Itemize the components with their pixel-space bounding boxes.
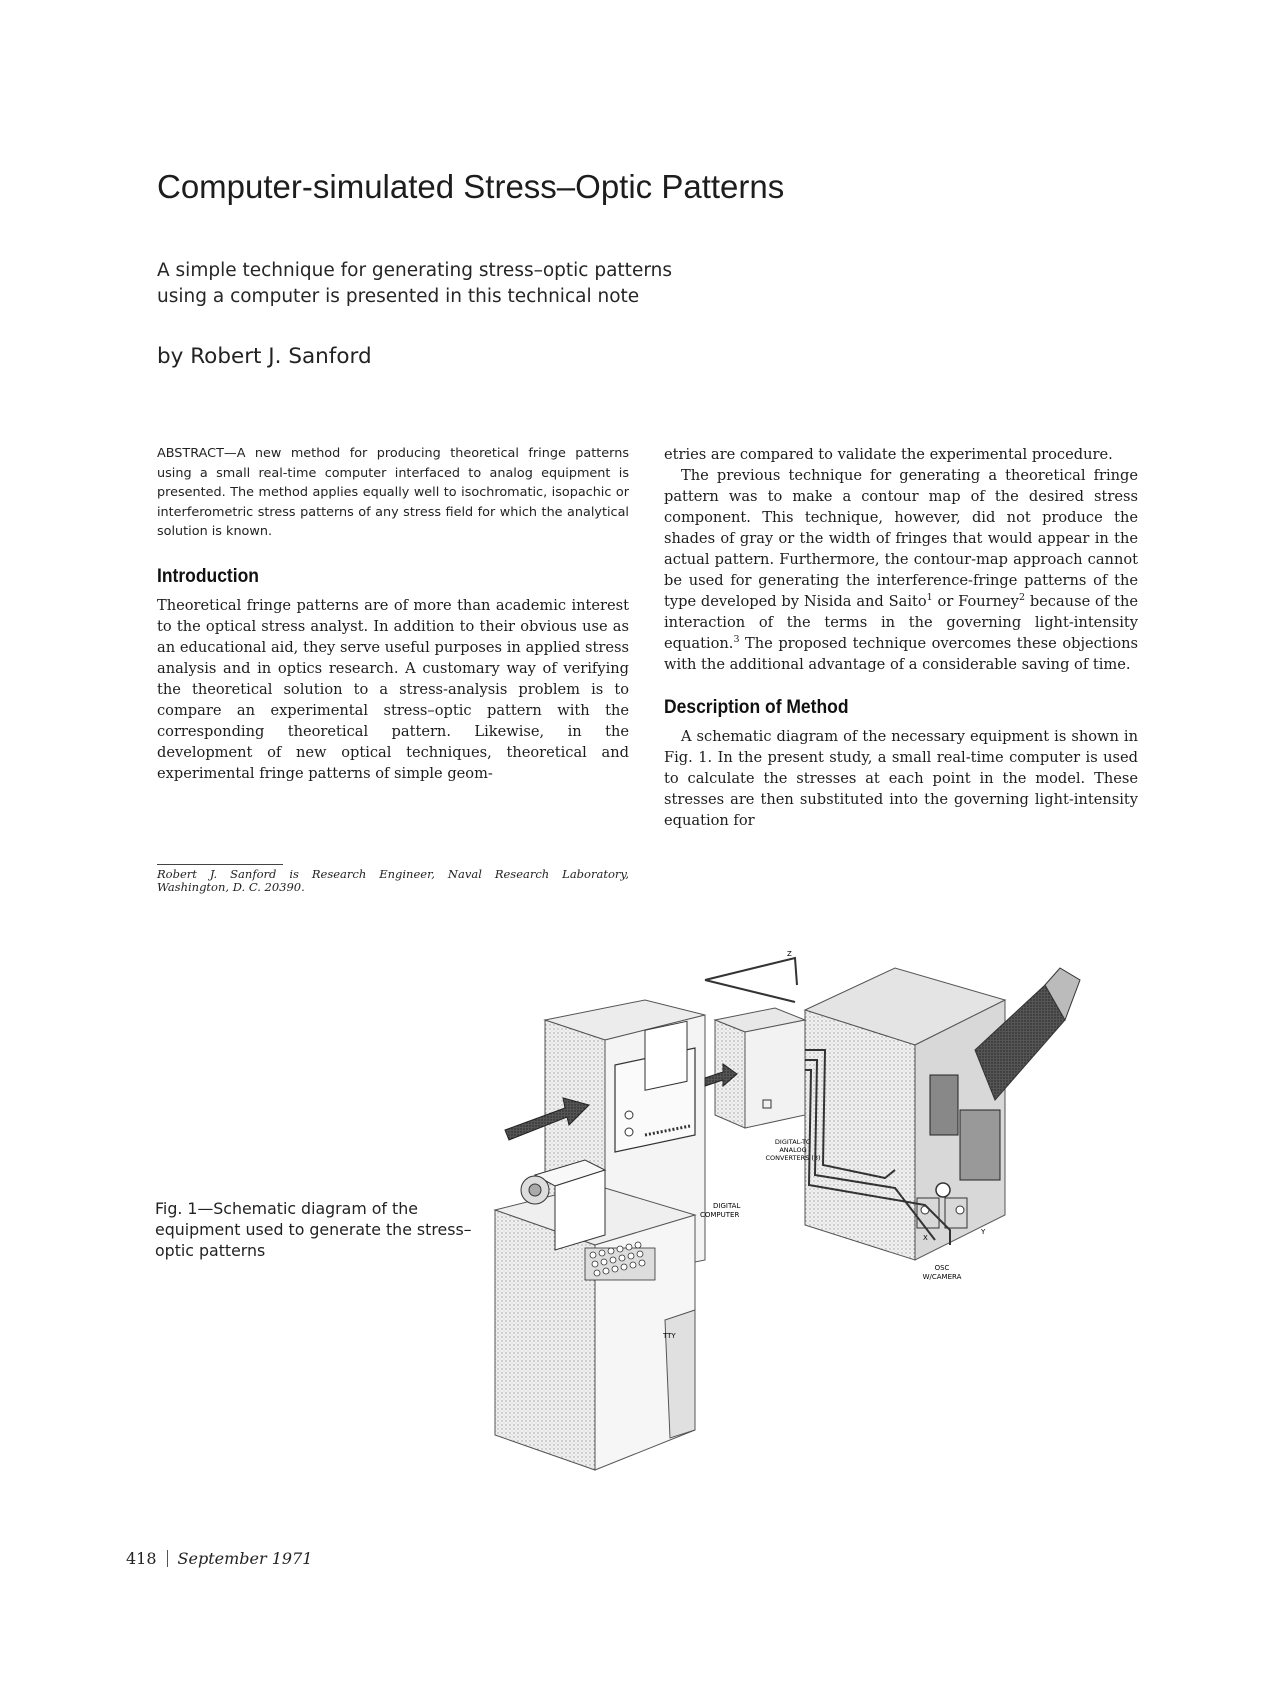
paragraph-text: or Fourney [932,593,1019,610]
introduction-heading: Introduction [157,565,259,587]
continuation-text: etries are compared to validate the experimental procedure. [664,446,1113,463]
figure-caption: Fig. 1—Schematic diagram of the equipment used to generate the stress–optic patterns [155,1199,472,1260]
article-subtitle [157,258,717,310]
issue-date: September 1971 [177,1549,313,1568]
computer-label-line2: COMPUTER [700,1211,740,1219]
right-column [664,444,1138,831]
dac-label-line1: DIGITAL-TO [774,1138,812,1146]
page-number: 418 [126,1549,157,1568]
previous-technique-paragraph [664,465,1138,675]
dac-label-line3: CONVERTERS (3) [765,1154,821,1162]
footnote-rule [157,864,283,865]
osc-label-line1: OSC [934,1264,950,1272]
paragraph-text: because of the interaction of the terms in the governing light-intensity equation. [664,593,1138,652]
teletype-terminal [495,1160,695,1470]
reference-1: 1 [926,592,933,604]
method-heading: Description of Method [664,697,849,718]
digital-to-analog-converter-box [715,1008,821,1162]
author-footnote: Robert J. Sanford is Research Engineer, Naval Research Laboratory, Washington, D. C. 20390. [157,867,629,894]
oscilloscope-camera-unit [805,968,1080,1281]
article-title: Computer-simulated Stress–Optic Patterns [157,168,785,205]
reference-2: 2 [1018,592,1025,604]
author-byline: by Robert J. Sanford [157,344,372,369]
method-text: A schematic diagram of the necessary equipment is shown in Fig. 1. In the present study, a small real-time computer is used to calculate the stresses at each point in the model. These stresses are then substituted into the governing light-intensity equation for [664,728,1138,829]
paragraph-text: The proposed technique overcomes these objections with the additional advantage of a considerable saving of time. [664,635,1138,673]
subtitle-line: using a computer is presented in this technical note [157,286,640,307]
paragraph-text: The previous technique for generating a theoretical fringe pattern was to make a contour map of the desired stress component. This technique, however, did not produce the shades of gray or the width of fringes that would appear in the actual pattern. Furthermore, the contour-map approach cannot be used for generating the interference-fringe patterns of the type developed by Nisida and Saito [664,467,1138,610]
introduction-text: Theoretical fringe patterns are of more than academic interest to the optical stress analyst. In addition to their obvious use as an educational aid, they serve useful purposes in applied stress analysis and in optics research. A customary way of verifying the theoretical solution to a stress-analysis problem is to compare an experimental stress–optic pattern with the corresponding theoretical pattern. Likewise, in the development of new optical techniques, theoretical and experimental fringe patterns of simple geom- [157,596,629,782]
osc-label-line2: W/CAMERA [922,1273,962,1281]
reference-3: 3 [733,634,740,646]
x-axis-label: X [923,1234,928,1242]
page-footer [126,1549,312,1568]
computer-label-line1: DIGITAL [713,1202,741,1210]
abstract: ABSTRACT—A new method for producing theoretical fringe patterns using a small real-time computer interfaced to analog equipment is presented. The method applies equally well to isochromatic, isopachic or interferometric stress patterns of any stress field for which the analytical solution is known. [157,446,629,540]
left-column [157,444,629,784]
tty-keyboard [585,1242,655,1280]
tty-label: TTY [663,1332,676,1340]
y-axis-label: Y [981,1228,986,1236]
z-axis-label: Z [787,950,792,958]
z-signal-cable [705,950,797,1002]
dac-label-line2: ANALOG [779,1146,807,1154]
footer-divider [167,1550,168,1567]
equipment-schematic-figure [505,950,1125,1480]
subtitle-line: A simple technique for generating stress–optic patterns [157,260,672,281]
